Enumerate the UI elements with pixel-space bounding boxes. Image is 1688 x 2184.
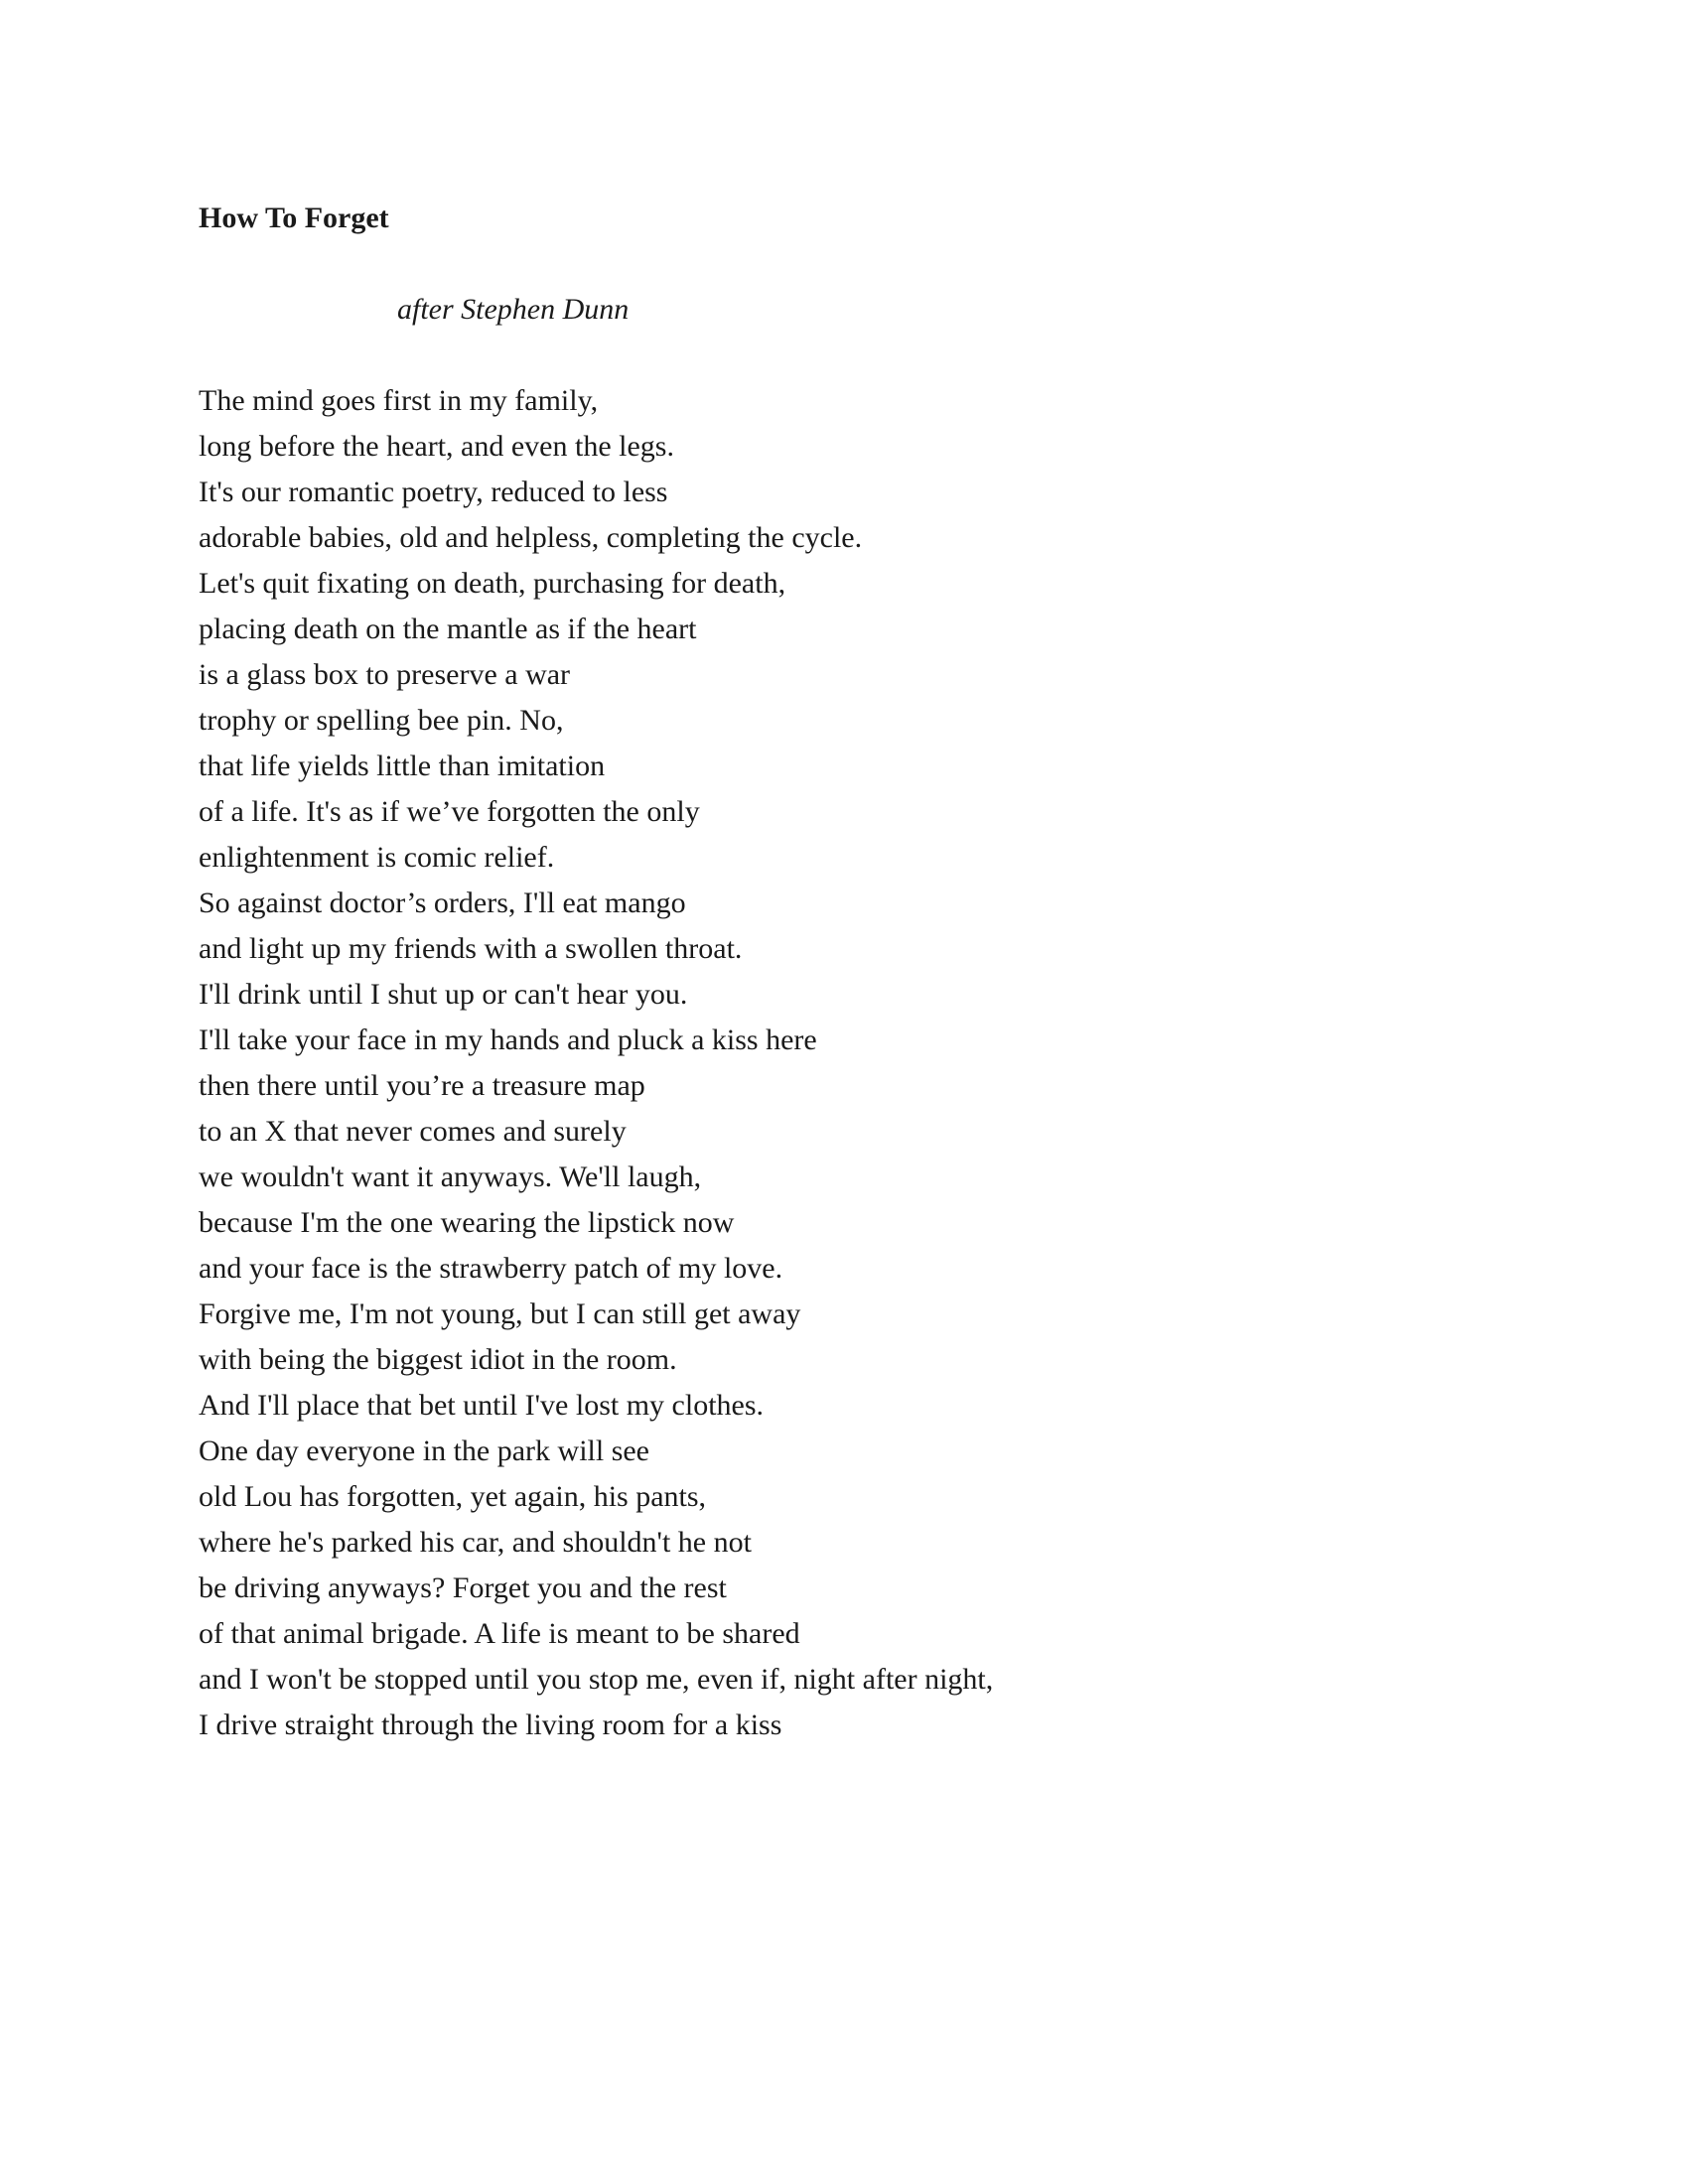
poem-line: I'll drink until I shut up or can't hear you.: [199, 978, 688, 1011]
poem-line: then there until you’re a treasure map: [199, 1069, 645, 1102]
poem-line: and your face is the strawberry patch of my love.: [199, 1252, 783, 1285]
poem-line: It's our romantic poetry, reduced to less: [199, 476, 668, 508]
poem-line: trophy or spelling bee pin. No,: [199, 704, 564, 737]
poem-line: And I'll place that bet until I've lost my clothes.: [199, 1389, 765, 1422]
poem-line: of that animal brigade. A life is meant to be shared: [199, 1617, 800, 1650]
poem-line: placing death on the mantle as if the heart: [199, 613, 697, 645]
poem-line: to an X that never comes and surely: [199, 1115, 627, 1148]
poem-line: and light up my friends with a swollen throat.: [199, 932, 743, 965]
poem-line: we wouldn't want it anyways. We'll laugh,: [199, 1160, 702, 1193]
poem-line: with being the biggest idiot in the room.: [199, 1343, 677, 1376]
poem-line: and I won't be stopped until you stop me, even if, night after night,: [199, 1663, 994, 1696]
poem-line: be driving anyways? Forget you and the rest: [199, 1571, 727, 1604]
poem-line: that life yields little than imitation: [199, 750, 606, 782]
poem-line: is a glass box to preserve a war: [199, 658, 571, 691]
poem-line: So against doctor’s orders, I'll eat mango: [199, 887, 686, 919]
poem-line: Forgive me, I'm not young, but I can still get away: [199, 1297, 801, 1330]
poem-line: Let's quit fixating on death, purchasing for death,: [199, 567, 786, 600]
poem-line: The mind goes first in my family,: [199, 384, 599, 417]
poem-line: enlightenment is comic relief.: [199, 841, 555, 874]
poem-line: I drive straight through the living room for a kiss: [199, 1708, 782, 1741]
poem-line: One day everyone in the park will see: [199, 1434, 649, 1467]
poem-epigraph: after Stephen Dunn: [397, 293, 630, 326]
poem-line: I'll take your face in my hands and pluck a kiss here: [199, 1024, 817, 1056]
poem-line: of a life. It's as if we’ve forgotten the only: [199, 795, 700, 828]
poem-line: old Lou has forgotten, yet again, his pants,: [199, 1480, 707, 1513]
poem-line: because I'm the one wearing the lipstick now: [199, 1206, 735, 1239]
poem-line: adorable babies, old and helpless, completing the cycle.: [199, 521, 863, 554]
poem-title: How To Forget: [199, 202, 389, 234]
poem-body: [199, 378, 993, 1748]
poem-line: where he's parked his car, and shouldn't he not: [199, 1526, 752, 1559]
poem-line: long before the heart, and even the legs.: [199, 430, 674, 463]
